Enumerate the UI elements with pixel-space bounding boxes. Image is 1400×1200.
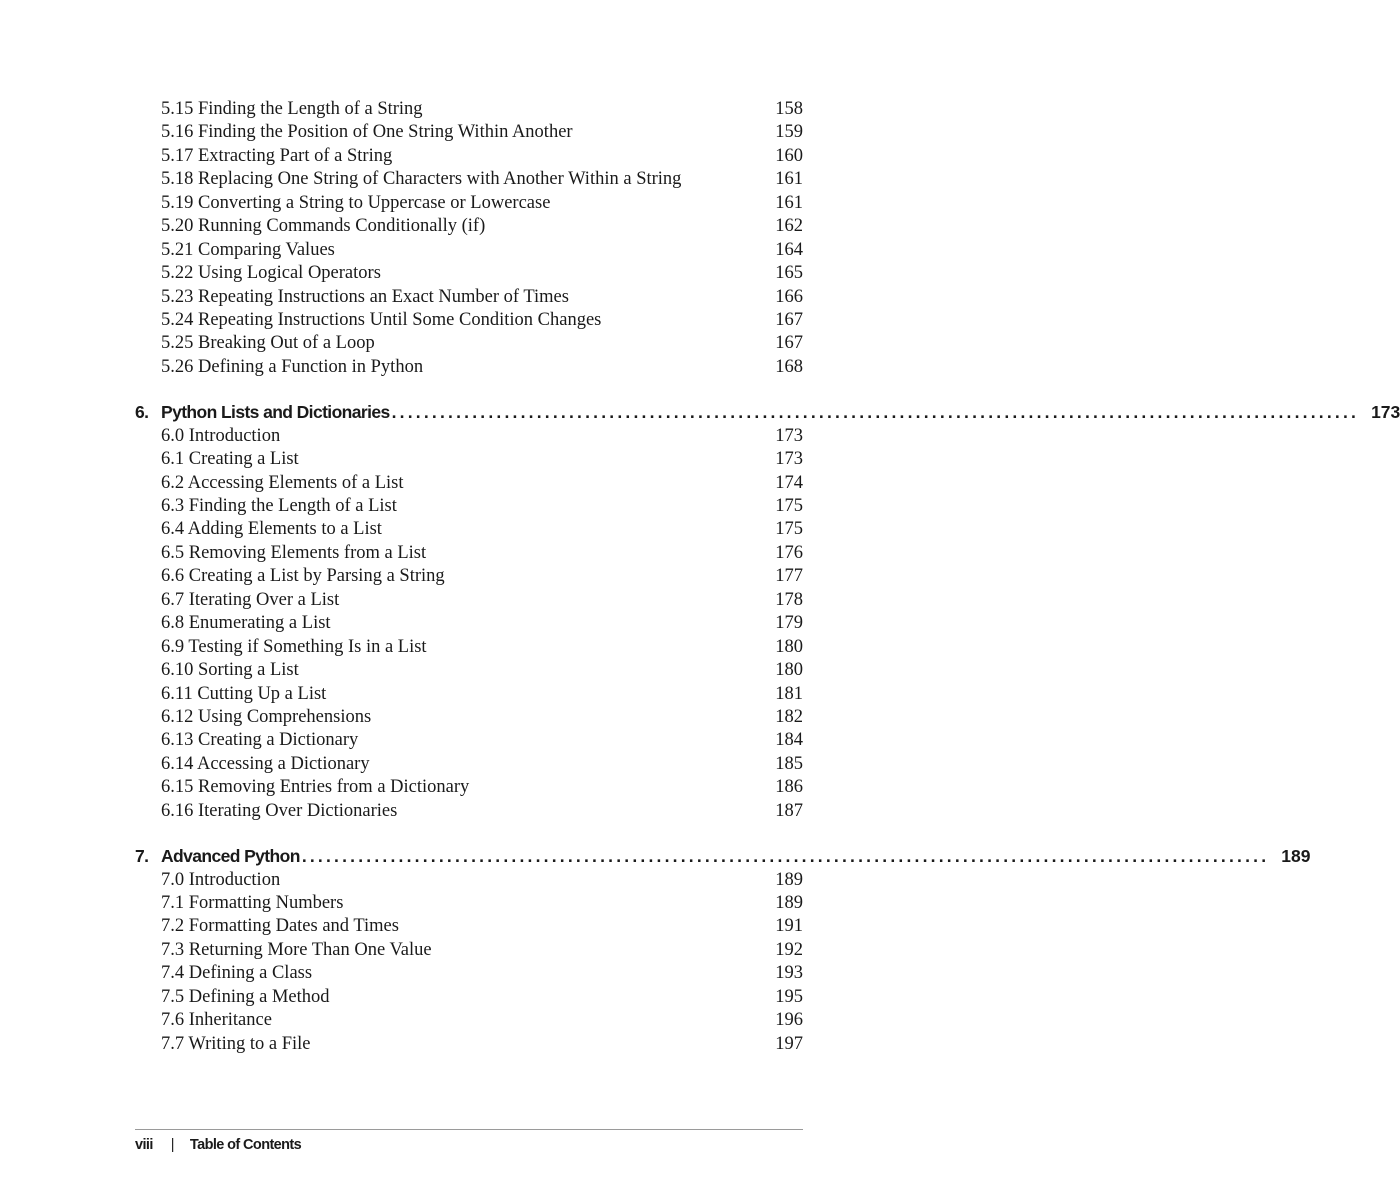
toc-entry[interactable]: [135, 776, 803, 799]
toc-entry-title: 6.15 Removing Entries from a Dictionary: [161, 777, 470, 798]
toc-entry-title: 5.21 Comparing Values: [161, 239, 335, 260]
toc-entry-title: 7.2 Formatting Dates and Times: [161, 916, 399, 937]
toc-entry-title: 7.3 Returning More Than One Value: [161, 939, 432, 960]
toc-entry-title: 7.5 Defining a Method: [161, 986, 330, 1007]
toc-entry-title: 6.14 Accessing a Dictionary: [161, 753, 370, 774]
toc-entry-title: 7.7 Writing to a File: [161, 1033, 311, 1054]
toc-entry-page-number: 179: [775, 613, 803, 634]
toc-entry-title: 5.20 Running Commands Conditionally (if): [161, 216, 486, 237]
toc-entry-title: 5.24 Repeating Instructions Until Some Condition Changes: [161, 309, 602, 330]
table-of-contents: [135, 98, 1400, 1056]
toc-entry[interactable]: [135, 612, 803, 635]
dot-leader: ........................................................................................................................: [301, 846, 1270, 867]
chapter-number: 7.: [135, 846, 149, 867]
toc-entry-page-number: 161: [775, 169, 803, 190]
toc-entry[interactable]: [135, 448, 803, 471]
toc-entry[interactable]: [135, 939, 803, 962]
chapter-title: Python Lists and Dictionaries: [161, 402, 390, 423]
toc-entry[interactable]: [135, 706, 803, 729]
toc-entry-page-number: 173: [775, 425, 803, 446]
toc-entry[interactable]: [135, 332, 803, 355]
toc-entry-page-number: 181: [775, 683, 803, 704]
page-footer: [135, 1134, 301, 1156]
toc-entry[interactable]: [135, 239, 803, 262]
toc-entry-page-number: 180: [775, 660, 803, 681]
footer-rule: [135, 1129, 803, 1130]
toc-entry-page-number: 184: [775, 730, 803, 751]
toc-entry[interactable]: [135, 356, 803, 379]
toc-entry-title: 6.4 Adding Elements to a List: [161, 519, 382, 540]
footer-page-number: viii: [135, 1137, 153, 1153]
toc-entry-page-number: 173: [775, 449, 803, 470]
toc-entry-page-number: 195: [775, 986, 803, 1007]
toc-entry[interactable]: [135, 425, 803, 448]
toc-entry-title: 7.0 Introduction: [161, 869, 281, 890]
toc-entry-title: 6.11 Cutting Up a List: [161, 683, 327, 704]
toc-entry[interactable]: [135, 986, 803, 1009]
toc-entry-title: 5.16 Finding the Position of One String Within Another: [161, 122, 573, 143]
toc-entry[interactable]: [135, 729, 803, 752]
toc-entry-page-number: 177: [775, 566, 803, 587]
chapter-title: Advanced Python: [161, 846, 300, 867]
toc-entry[interactable]: [135, 168, 803, 191]
toc-entry[interactable]: [135, 495, 803, 518]
toc-entry[interactable]: [135, 121, 803, 144]
toc-entry-page-number: 166: [775, 286, 803, 307]
toc-entry[interactable]: [135, 192, 803, 215]
toc-entry-page-number: 191: [775, 916, 803, 937]
toc-entry-title: 6.12 Using Comprehensions: [161, 706, 372, 727]
toc-entry[interactable]: [135, 915, 803, 938]
toc-entry-page-number: 159: [775, 122, 803, 143]
toc-entry-title: 7.1 Formatting Numbers: [161, 893, 344, 913]
toc-entry-page-number: 189: [775, 893, 803, 913]
toc-entry-title: 6.16 Iterating Over Dictionaries: [161, 800, 398, 821]
toc-entry[interactable]: [135, 215, 803, 238]
toc-entry[interactable]: [135, 262, 803, 285]
footer-running-title: Table of Contents: [189, 1137, 302, 1153]
toc-entry-title: 6.0 Introduction: [161, 425, 281, 446]
toc-entry-page-number: 158: [775, 99, 803, 119]
toc-entry-page-number: 165: [775, 263, 803, 284]
toc-entry-page-number: 167: [775, 333, 803, 354]
chapter-page-number: 189: [1281, 846, 1311, 867]
toc-entry-page-number: 167: [775, 309, 803, 330]
toc-entry[interactable]: [135, 518, 803, 541]
toc-entry-page-number: 182: [775, 706, 803, 727]
toc-entry-title: 5.17 Extracting Part of a String: [161, 145, 393, 166]
toc-entry[interactable]: [135, 892, 803, 915]
toc-entry-title: 6.7 Iterating Over a List: [161, 589, 340, 610]
toc-entry-page-number: 180: [775, 636, 803, 657]
toc-entry-title: 6.6 Creating a List by Parsing a String: [161, 566, 445, 587]
toc-entry-page-number: 160: [775, 145, 803, 166]
toc-entry-page-number: 162: [775, 216, 803, 237]
toc-entry-page-number: 197: [775, 1033, 803, 1054]
toc-entry-title: 5.19 Converting a String to Uppercase or Lowercase: [161, 192, 551, 213]
toc-entry[interactable]: [135, 659, 803, 682]
toc-entry[interactable]: [135, 753, 803, 776]
toc-entry-title: 6.3 Finding the Length of a List: [161, 496, 397, 516]
toc-entry[interactable]: [135, 542, 803, 565]
toc-entry[interactable]: [135, 636, 803, 659]
toc-entry-title: 7.4 Defining a Class: [161, 963, 313, 984]
toc-entry-title: 6.9 Testing if Something Is in a List: [161, 636, 427, 657]
toc-entry-page-number: 193: [775, 963, 803, 984]
toc-entry[interactable]: [135, 962, 803, 985]
toc-entry-page-number: 185: [775, 753, 803, 774]
toc-entry-title: 6.2 Accessing Elements of a List: [161, 472, 404, 493]
toc-entry-title: 5.15 Finding the Length of a String: [161, 99, 423, 119]
toc-entry-title: 6.10 Sorting a List: [161, 660, 299, 681]
toc-entry[interactable]: [135, 309, 803, 332]
toc-entry-page-number: 175: [775, 519, 803, 540]
toc-entry-page-number: 196: [775, 1010, 803, 1031]
toc-entry-title: 6.5 Removing Elements from a List: [161, 542, 427, 563]
toc-entry-page-number: 189: [775, 869, 803, 890]
toc-entry-title: 6.8 Enumerating a List: [161, 613, 331, 634]
dot-leader: ........................................................................................................................: [391, 402, 1360, 423]
chapter-number: 6.: [135, 402, 149, 423]
toc-entry-page-number: 174: [775, 472, 803, 493]
toc-entry[interactable]: [135, 472, 803, 495]
toc-entry-page-number: 168: [775, 356, 803, 377]
toc-entry[interactable]: [135, 98, 803, 121]
toc-entry-page-number: 176: [775, 542, 803, 563]
toc-entry-title: 5.23 Repeating Instructions an Exact Number of Times: [161, 286, 569, 307]
toc-entry-title: 5.18 Replacing One String of Characters with Another Within a String: [161, 169, 682, 190]
toc-entry-page-number: 178: [775, 589, 803, 610]
toc-entry[interactable]: [135, 565, 803, 588]
toc-entry-title: 5.25 Breaking Out of a Loop: [161, 333, 375, 354]
toc-entry-title: 6.1 Creating a List: [161, 449, 299, 470]
toc-entry-title: 6.13 Creating a Dictionary: [161, 730, 359, 751]
footer-separator: |: [170, 1137, 174, 1153]
toc-entry[interactable]: [135, 800, 803, 823]
toc-entry[interactable]: [135, 589, 803, 612]
toc-entry[interactable]: [135, 286, 803, 309]
chapter-heading[interactable]: [135, 401, 1400, 424]
chapter-page-number: 173: [1371, 402, 1400, 423]
toc-entry[interactable]: [135, 683, 803, 706]
toc-entry-page-number: 164: [775, 239, 803, 260]
toc-entry-title: 7.6 Inheritance: [161, 1010, 272, 1031]
toc-entry-page-number: 175: [775, 496, 803, 516]
toc-entry-title: 5.22 Using Logical Operators: [161, 263, 381, 284]
toc-entry-page-number: 186: [775, 777, 803, 798]
toc-entry[interactable]: [135, 1033, 803, 1056]
toc-entry-page-number: 161: [775, 192, 803, 213]
toc-entry-title: 5.26 Defining a Function in Python: [161, 356, 424, 377]
chapter-heading[interactable]: [135, 845, 1311, 868]
toc-entry[interactable]: [135, 869, 803, 892]
toc-entry[interactable]: [135, 1009, 803, 1032]
toc-entry-page-number: 187: [775, 800, 803, 821]
toc-entry[interactable]: [135, 145, 803, 168]
toc-entry-page-number: 192: [775, 939, 803, 960]
